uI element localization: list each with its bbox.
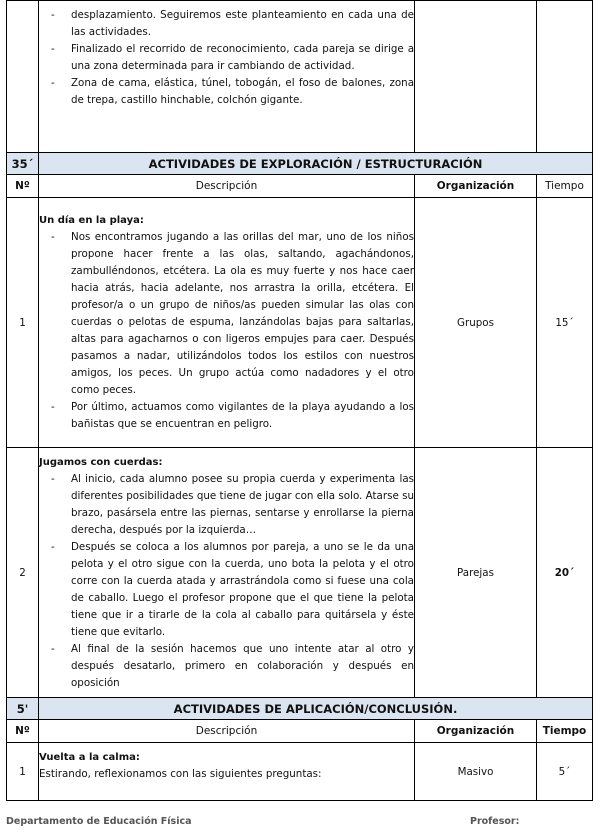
continuation-description: [39, 1, 415, 153]
header-time: Tiempo: [537, 175, 593, 198]
section-band-exploration: [7, 153, 593, 175]
activity-steps: [39, 229, 414, 433]
activity-title: Jugamos con cuerdas:: [39, 456, 163, 468]
activity-title: Un día en la playa:: [39, 215, 144, 226]
header-num: Nº: [7, 720, 39, 743]
continuation-row: [7, 1, 593, 153]
activity-organization: Masivo: [415, 743, 537, 801]
activity-time: 20´: [537, 448, 593, 698]
footer-teacher-label: Profesor:: [470, 816, 520, 827]
activity-time: 15´: [537, 198, 593, 448]
continuation-text: - desplazamiento. Seguiremos este planteamiento en cada una de las actividades.: [39, 7, 414, 41]
activity-description: [39, 198, 415, 448]
activity-steps: [39, 471, 414, 692]
section-minutes: 35´: [7, 153, 39, 175]
section-band-conclusion: [7, 698, 593, 720]
list-item: - Zona de cama, elástica, túnel, tobogán, el foso de balones, zona de trepa, castillo hinchable, colchón gigante.: [39, 75, 414, 109]
column-header-row: [7, 175, 593, 198]
table-row: [7, 448, 593, 698]
activity-organization: Parejas: [415, 448, 537, 698]
section-title: ACTIVIDADES DE EXPLORACIÓN / ESTRUCTURACIÓN: [39, 153, 593, 175]
session-table: [6, 0, 593, 801]
section-title: ACTIVIDADES DE APLICACIÓN/CONCLUSIÓN.: [39, 698, 593, 720]
list-item: - Finalizado el recorrido de reconocimiento, cada pareja se dirige a una zona determinada para ir cambiando de actividad.: [39, 41, 414, 75]
continuation-time-cell: [537, 1, 593, 153]
list-item: - Después se coloca a los alumnos por pareja, a uno se le da una pelota y el otro sigue con la cuerda, uno bota la pelota y el otro corre con la cuerda atada y arrastrándola como si fuese una cola de caballo. Luego el profesor propone que el que tiene la pelota tiene que ir a tirarle de la cola al caballo para quitársela y éste tiene que evitarlo.: [39, 539, 414, 641]
list-item: - Nos encontramos jugando a las orillas del mar, uno de los niños propone hacer frente a las olas, saltando, agachándonos, zambulléndonos, etcétera. La ola es muy fuerte y nos hace caer hacia atrás, hacia adelante, nos arrastra la orilla, etcétera. El profesor/a o un grupo de niños/as pueden simular las olas con cuerdas o pelotas de espuma, lanzándolas bajas para saltarlas, altas para agacharnos o con ligeros empujes para caer. Después pasamos a nadar, utilizándolos todos los estilos con nuestros amigos, los peces. Un grupo actúa como nadadores y el otro como peces.: [39, 229, 414, 399]
header-description: Descripción: [39, 720, 415, 743]
continuation-list: [39, 7, 414, 109]
header-description: Descripción: [39, 175, 415, 198]
activity-title: Vuelta a la calma:: [39, 752, 140, 763]
activity-description: [39, 448, 415, 698]
list-item: - Por último, actuamos como vigilantes de la playa ayudando a los bañistas que se encuentran en peligro.: [39, 399, 414, 433]
footer-department: Departamento de Educación Física: [6, 816, 192, 827]
table-row: [7, 743, 593, 801]
continuation-num-cell: [7, 1, 39, 153]
header-organization: Organización: [415, 720, 537, 743]
list-item: - Al final de la sesión hacemos que uno intente atar al otro y después desatarlo, primero en colaboración y después en oposición: [39, 641, 414, 692]
list-item: - Al inicio, cada alumno posee su propia cuerda y experimenta las diferentes posibilidades que tiene de jugar con ella solo. Atarse su brazo, pasársela entre las piernas, sentarse y enrollarse la pierna derecha, después por la izquierda…: [39, 471, 414, 539]
header-organization: Organización: [415, 175, 537, 198]
column-header-row: [7, 720, 593, 743]
section-minutes: 5': [7, 698, 39, 720]
continuation-org-cell: [415, 1, 537, 153]
activity-number: 2: [7, 448, 39, 698]
activity-text: Estirando, reflexionamos con las siguientes preguntas:: [39, 768, 322, 780]
activity-number: 1: [7, 743, 39, 801]
table-row: [7, 198, 593, 448]
activity-description: [39, 743, 415, 801]
header-time: Tiempo: [537, 720, 593, 743]
activity-number: 1: [7, 198, 39, 448]
header-num: Nº: [7, 175, 39, 198]
activity-organization: Grupos: [415, 198, 537, 448]
activity-time: 5´: [537, 743, 593, 801]
